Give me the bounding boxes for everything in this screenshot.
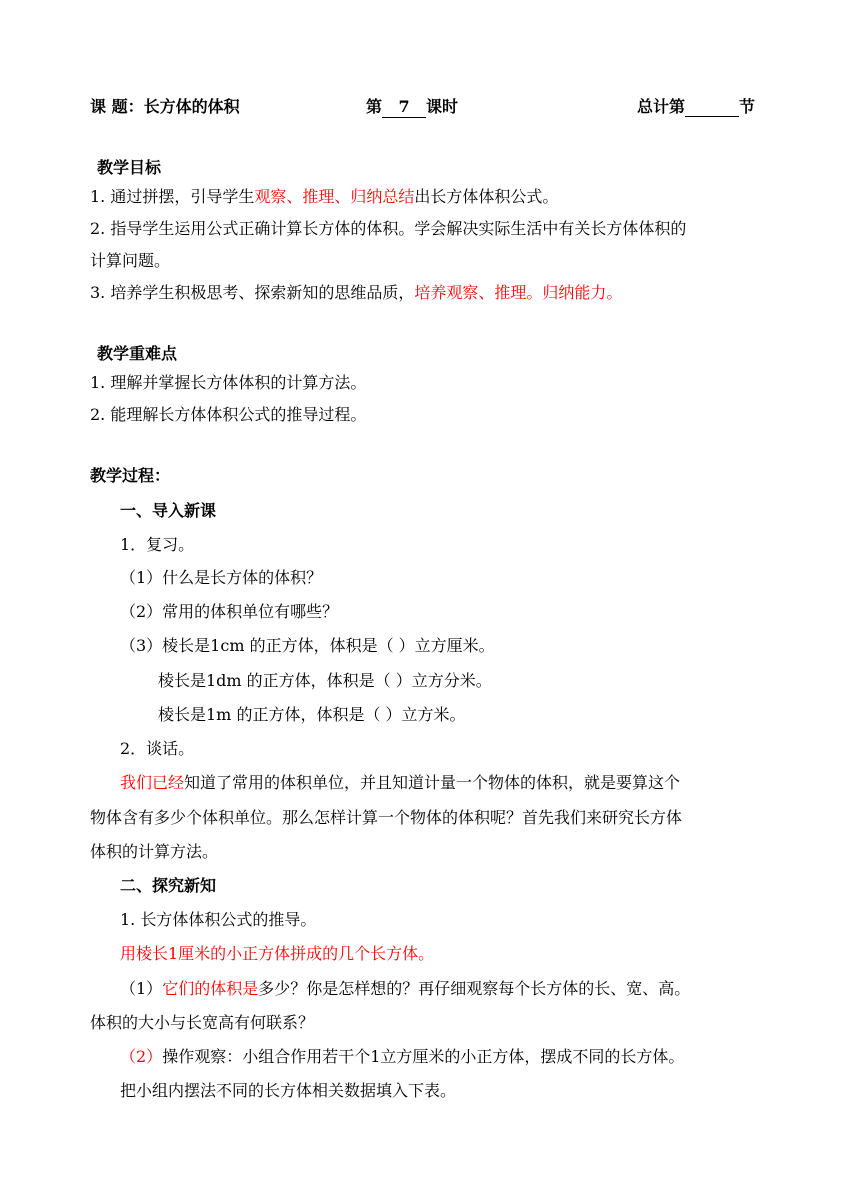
objective-1-red: 观察、推理、归纳总结 — [254, 187, 415, 206]
keypoint-2-num: 2. — [90, 405, 106, 424]
objective-3-red: 培养观察、推理。归纳能力。 — [414, 283, 623, 302]
question-3c: 棱长是1m 的正方体，体积是（ ）立方米。 — [158, 705, 466, 724]
topic-title: 长方体的体积 — [143, 97, 240, 116]
keypoint-1-num: 1. — [90, 373, 106, 392]
topic-label: 课 题： — [90, 97, 144, 116]
lesson-prefix: 第 — [366, 97, 383, 116]
talk-line1: 知道了常用的体积单位，并且知道计量一个物体的体积，就是要算这个 — [184, 773, 681, 792]
step-1-prefix: （1） — [120, 979, 163, 998]
talk-paragraph-line3: 体积的计算方法。 — [90, 842, 219, 861]
step-1 — [120, 979, 690, 999]
keypoint-2 — [90, 405, 366, 425]
objective-3 — [90, 283, 622, 303]
objective-1-num: 1. — [90, 187, 106, 206]
question-1: （1）什么是长方体的体积？ — [120, 568, 323, 587]
objective-1-pre: 通过拼摆，引导学生 — [110, 187, 255, 206]
objective-2-cont: 计算问题。 — [90, 251, 171, 270]
step-1-red: 它们的体积是 — [162, 979, 259, 998]
step-2 — [120, 1047, 684, 1067]
lesson-number: 7 — [382, 97, 426, 118]
objectives-heading: 教学目标 — [97, 158, 162, 177]
objective-2-line1: 指导学生运用公式正确计算长方体的体积。学会解决实际生活中有关长方体体积的 — [110, 219, 687, 238]
keypoints-heading: 教学重难点 — [97, 344, 178, 363]
question-3a: （3）棱长是1cm 的正方体，体积是（ ）立方厘米。 — [120, 636, 495, 655]
question-3b: 棱长是1dm 的正方体，体积是（ ）立方分米。 — [158, 671, 492, 690]
keypoint-1-text: 理解并掌握长方体体积的计算方法。 — [110, 373, 367, 392]
objective-2 — [90, 219, 686, 239]
cubes-statement: 用棱长1厘米的小正方体拼成的几个长方体。 — [120, 944, 435, 963]
step-2-red: （2） — [120, 1047, 163, 1066]
question-2: （2）常用的体积单位有哪些？ — [120, 602, 339, 621]
objective-1 — [90, 187, 558, 207]
talk-paragraph-line1 — [120, 773, 680, 793]
total-prefix: 总计第 — [637, 97, 686, 116]
objective-1-post: 出长方体体积公式。 — [414, 187, 559, 206]
header-topic — [90, 97, 240, 117]
process-heading: 教学过程： — [90, 466, 171, 485]
header-total — [637, 97, 755, 117]
part2-heading: 二、探究新知 — [120, 876, 217, 895]
objective-2-num: 2. — [90, 219, 106, 238]
total-blank — [685, 98, 739, 117]
keypoint-2-text: 能理解长方体体积公式的推导过程。 — [110, 405, 367, 424]
part1-heading: 一、导入新课 — [120, 501, 217, 520]
lesson-suffix: 课时 — [426, 97, 459, 116]
talk-label: 2．谈话。 — [120, 739, 195, 758]
step-2-rest: 操作观察：小组合作用若干个1立方厘米的小正方体，摆成不同的长方体。 — [162, 1047, 685, 1066]
header-lesson — [366, 97, 458, 118]
total-suffix: 节 — [739, 97, 756, 116]
objective-3-num: 3. — [90, 283, 106, 302]
step-1-rest: 多少？你是怎样想的？再仔细观察每个长方体的长、宽、高。 — [258, 979, 691, 998]
talk-paragraph-line2: 物体含有多少个体积单位。那么怎样计算一个物体的体积呢？首先我们来研究长方体 — [90, 808, 683, 827]
keypoint-1 — [90, 373, 366, 393]
review-label: 1．复习。 — [120, 535, 195, 554]
talk-red: 我们已经 — [120, 773, 185, 792]
formula-derivation: 1. 长方体体积公式的推导。 — [120, 910, 317, 929]
objective-3-pre: 培养学生积极思考、探索新知的思维品质， — [110, 283, 415, 302]
step-1-cont: 体积的大小与长宽高有何联系？ — [90, 1013, 315, 1032]
step-3: 把小组内摆法不同的长方体相关数据填入下表。 — [120, 1081, 457, 1100]
